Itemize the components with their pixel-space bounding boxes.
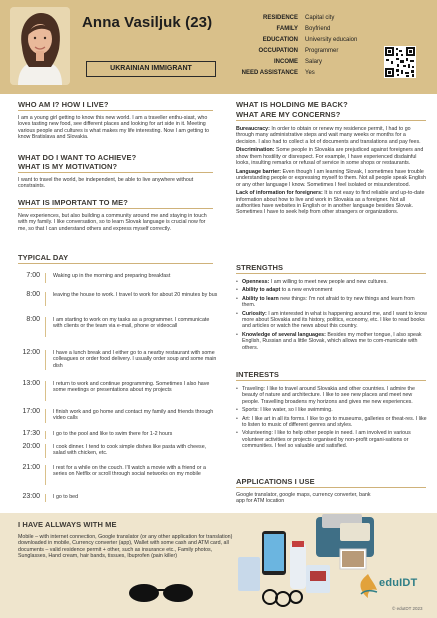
interests-list bbox=[236, 386, 428, 452]
day-line bbox=[45, 444, 46, 458]
always-with-me-text: Mobile – with internet connection, Google translator (or any other application for translation) downloaded in mobile, Currency converter (app), Wallet with some cash and ATM card, all documents – valid residence permit + other, such as insurance etc., Family photos, Sunglasses, Hand cream, hair bands, tissues, Ibuprofen (pain killer) bbox=[18, 534, 233, 560]
interest-item: • Volunteering: I like to help other people in need. I am involved in various volunteer activities or projects organised by non-profit organi-sations or communities. I feel so valuable and satisfied. bbox=[236, 430, 428, 449]
strength-item: • Ability to adapt to a new environment bbox=[236, 287, 428, 293]
pills-icon bbox=[306, 565, 330, 593]
day-text: I return to work and continue programming. Sometimes I also have some meetings or presentations about my projects bbox=[53, 381, 210, 394]
day-line bbox=[45, 317, 46, 337]
important-text: New experiences, but also building a community around me and staying in touch with my family. I like conversation, so to learn Slovak language is crucial now for me, so that I can understand others and express myself correctly. bbox=[18, 213, 207, 232]
interest-item: • Art: I like art in all its forms. I like to go to museums, galleries or theat-res. I like to listen to music of different genres and styles. bbox=[236, 416, 428, 429]
day-text: I finish work and go home and contact my family and friends through video calls bbox=[53, 409, 214, 422]
strength-item: • Ability to learn new things: I'm not afraid to try new things and learn from them. bbox=[236, 296, 428, 309]
divider bbox=[236, 487, 426, 488]
applications-text: Google translator, google maps, currency converter, bank app for ATM location bbox=[236, 492, 371, 505]
day-line bbox=[45, 292, 46, 306]
motivation-heading: WHAT IS MY MOTIVATION? bbox=[18, 162, 118, 171]
concern-item: Lack of information for foreigners: It is not easy to find reliable and up-to-date information about how to live and work in Slovakia as a foreigner. Not all authorities have websites in English or in another language besides Slovak. Sometimes I have to seek help from other strangers or organizations. bbox=[236, 190, 425, 216]
persona-name: Anna Vasiljuk (23) bbox=[82, 14, 213, 31]
day-time: 13:00 bbox=[22, 380, 40, 387]
persona-tag: UKRAINIAN IMMIGRANT bbox=[86, 61, 216, 77]
divider bbox=[236, 273, 426, 274]
strengths-list bbox=[236, 279, 428, 353]
important-heading: WHAT IS IMPORTANT TO ME? bbox=[18, 198, 128, 207]
day-line bbox=[45, 381, 46, 401]
concerns-heading: WHAT ARE MY CONCERNS? bbox=[236, 110, 341, 119]
fact-occupation: OCCUPATION Programmer bbox=[258, 48, 339, 54]
day-time: 7:00 bbox=[26, 272, 40, 279]
day-text: I rest for a while on the couch. I'll watch a movie with a friend or a series on Netflix or scroll through social networks on my mobile bbox=[53, 465, 206, 478]
applications-heading: APPLICATIONS I USE bbox=[236, 477, 315, 486]
strength-item: • Knowledge of several languages: Besides my mother tongue, I also speak English, Russian and a little Slovak, which allows me to com-municate with others. bbox=[236, 332, 428, 351]
interest-item: • Sports: I like water, so I like swimming. bbox=[236, 407, 428, 413]
day-item bbox=[18, 316, 218, 342]
day-time: 8:00 bbox=[26, 291, 40, 298]
day-time: 20:00 bbox=[22, 443, 40, 450]
day-text: leaving the house to work. I travel to work for about 20 minutes by bus bbox=[53, 292, 218, 298]
day-text: Waking up in the morning and preparing breakfast bbox=[53, 273, 171, 279]
eduidt-logo bbox=[357, 572, 421, 600]
hair-bands-icon bbox=[263, 590, 302, 606]
holding-back-heading: WHAT IS HOLDING ME BACK? bbox=[236, 100, 348, 109]
copyright: © eduIDT 2023 bbox=[392, 606, 423, 611]
day-item bbox=[18, 349, 218, 375]
day-line bbox=[45, 350, 46, 370]
tissues-icon bbox=[238, 557, 260, 591]
achieve-text: I want to travel the world, be independent, be able to live anywhere without constraints. bbox=[18, 177, 194, 190]
qr-code-icon[interactable] bbox=[384, 46, 416, 78]
day-time: 21:00 bbox=[22, 464, 40, 471]
day-item bbox=[18, 272, 218, 292]
interests-heading: INTERESTS bbox=[236, 370, 279, 379]
divider bbox=[18, 110, 213, 111]
divider bbox=[18, 263, 213, 264]
day-time: 12:00 bbox=[22, 349, 40, 356]
hand-cream-icon bbox=[290, 541, 306, 589]
profile-header bbox=[0, 0, 437, 94]
always-with-me-heading: I HAVE ALLWAYS WITH ME bbox=[18, 520, 117, 529]
concern-item: Discrimination: Some people in Slovakia are prejudiced against foreigners and show them hostility or disrespect. For example, I have experienced disdainful looks, insulting remarks or refusal of service in some shops or restaurants. bbox=[236, 147, 424, 167]
fact-need-assistance: NEED ASSISTANCE Yes bbox=[241, 70, 315, 76]
day-item bbox=[18, 380, 218, 406]
divider bbox=[18, 172, 213, 173]
day-item bbox=[18, 291, 218, 311]
fact-family: FAMILY Boyfriend bbox=[276, 26, 331, 32]
who-text: I am a young girl getting to know this new world. I am a traveller enthu-siast, who loves tasting new food, see different places and looking for art side in it. Meeting various people and cultures is what makes my life interesting. Now I am getting to know Bratislava and Slovakia. bbox=[18, 115, 210, 141]
day-line bbox=[45, 273, 46, 283]
day-item bbox=[18, 408, 218, 428]
who-heading: WHO AM I? HOW I LIVE? bbox=[18, 100, 109, 109]
day-line bbox=[45, 494, 46, 502]
day-line bbox=[45, 431, 46, 439]
day-text: I cook dinner. I tend to cook simple dishes like pasta with cheese, salad with chicken, etc. bbox=[53, 444, 207, 457]
interest-item: • Traveling: I like to travel around Slovakia and other countries. I admire the beauty of nature and architecture. I like to see new places and meet new people. Travelling broadens my horizons and gives me new experiences. bbox=[236, 386, 428, 405]
day-time: 17:30 bbox=[22, 430, 40, 437]
strength-item: • Curiosity: I am interested in what is happening around me, and I want to know more about Slovakia and its history, politics, economy, etc. I like to read books and articles or watch the news about this country. bbox=[236, 311, 428, 330]
divider bbox=[236, 120, 426, 121]
day-text: I go to the pool and like to swim there for 1-2 hours bbox=[53, 431, 173, 437]
day-item bbox=[18, 443, 218, 463]
divider bbox=[18, 208, 213, 209]
typical-day-heading: TYPICAL DAY bbox=[18, 253, 69, 262]
family-photos-icon bbox=[340, 549, 366, 569]
profile-photo bbox=[10, 7, 70, 85]
sunglasses-icon bbox=[129, 584, 193, 602]
fact-income: INCOME Salary bbox=[274, 59, 323, 65]
day-item bbox=[18, 493, 218, 505]
strengths-heading: STRENGTHS bbox=[236, 263, 284, 272]
day-item bbox=[18, 430, 218, 444]
strength-item: • Openness: I am willing to meet new people and new cultures. bbox=[236, 279, 428, 285]
logo-text: eduIDT bbox=[379, 577, 418, 589]
achieve-heading: WHAT DO I WANT TO ACHIEVE? bbox=[18, 153, 137, 162]
day-text: I have a lunch break and I either go to a nearby restaurant with some colleagues or order food delivery. I usually order soup and some main dish bbox=[53, 350, 217, 369]
day-line bbox=[45, 465, 46, 485]
day-line bbox=[45, 409, 46, 423]
fact-residence: RESIDENCE Capital city bbox=[262, 15, 335, 21]
day-text: I am starting to work on my tasks as a programmer. I communicate with clients or the team via e-mail, phone or videocall bbox=[53, 317, 210, 330]
concerns-list bbox=[236, 126, 428, 218]
day-time: 8:00 bbox=[26, 316, 40, 323]
day-time: 17:00 bbox=[22, 408, 40, 415]
mobile-phone-icon bbox=[262, 531, 286, 575]
fact-education: EDUCATION University educaion bbox=[262, 37, 358, 43]
divider bbox=[236, 380, 426, 381]
day-text: I go to bed bbox=[53, 494, 79, 500]
day-item bbox=[18, 464, 218, 490]
concern-item: Bureaucracy: In order to obtain or renew my residence permit, I had to go through many administrative steps and wait many weeks or months for a decision. I also had to collect a lot of documents and translations and pay fees. bbox=[236, 126, 421, 145]
concern-item: Language barrier: Even though I am learning Slovak, I sometimes have trouble understanding people or expressing myself to them. Not all people speak English or any other language I know. Sometimes I feel isolated or misunderstood. bbox=[236, 168, 426, 188]
day-time: 23:00 bbox=[22, 493, 40, 500]
